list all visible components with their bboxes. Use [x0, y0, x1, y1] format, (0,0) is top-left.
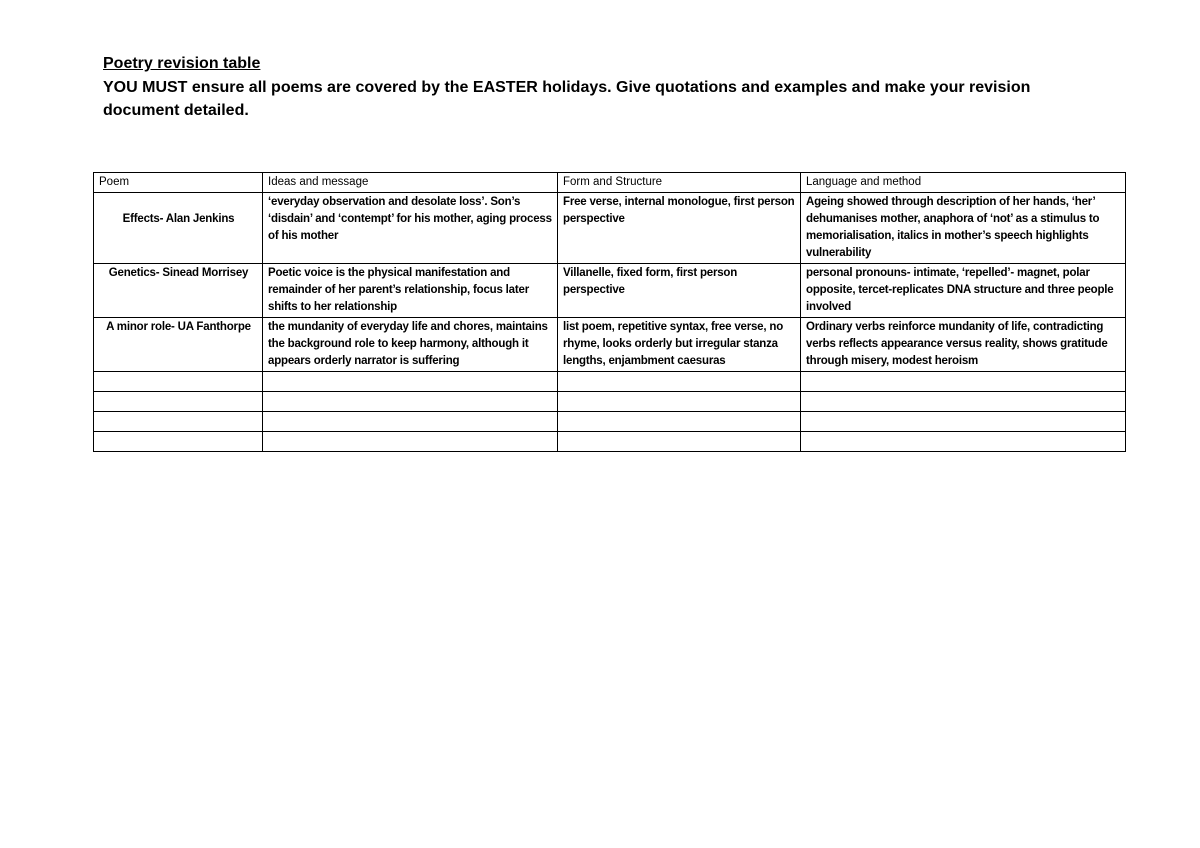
- empty-table-row: [94, 412, 1126, 432]
- form-cell: Villanelle, fixed form, first person perspective: [558, 264, 801, 318]
- document-title: Poetry revision table: [103, 55, 261, 72]
- table-row: [94, 264, 1126, 318]
- table-header-row: [94, 173, 1126, 193]
- poem-cell: Effects- Alan Jenkins: [94, 193, 263, 264]
- ideas-cell: Poetic voice is the physical manifestation and remainder of her parent’s relationship, focus later shifts to her relationship: [263, 264, 558, 318]
- empty-cell: [558, 432, 801, 452]
- empty-cell: [263, 412, 558, 432]
- empty-cell: [94, 372, 263, 392]
- form-cell: list poem, repetitive syntax, free verse, no rhyme, looks orderly but irregular stanza lengths, enjambment caesuras: [558, 318, 801, 372]
- empty-cell: [558, 372, 801, 392]
- empty-cell: [263, 392, 558, 412]
- empty-cell: [94, 392, 263, 412]
- empty-cell: [801, 432, 1126, 452]
- empty-cell: [263, 432, 558, 452]
- header-ideas: Ideas and message: [263, 173, 558, 193]
- empty-cell: [263, 372, 558, 392]
- empty-cell: [801, 412, 1126, 432]
- poem-cell: A minor role- UA Fanthorpe: [94, 318, 263, 372]
- language-cell: personal pronouns- intimate, ‘repelled’- magnet, polar opposite, tercet-replicates DNA structure and three people involved: [801, 264, 1126, 318]
- ideas-cell: the mundanity of everyday life and chores, maintains the background role to keep harmony, although it appears orderly narrator is suffering: [263, 318, 558, 372]
- empty-cell: [801, 392, 1126, 412]
- language-cell: Ordinary verbs reinforce mundanity of life, contradicting verbs reflects appearance versus reality, shows gratitude through misery, modest heroism: [801, 318, 1126, 372]
- empty-cell: [94, 432, 263, 452]
- table-row: [94, 193, 1126, 264]
- heading-block: [103, 54, 1103, 122]
- table-row: [94, 318, 1126, 372]
- document-instructions: YOU MUST ensure all poems are covered by the EASTER holidays. Give quotations and examples and make your revision document detailed.: [103, 79, 1031, 119]
- revision-table: [93, 172, 1126, 452]
- header-form: Form and Structure: [558, 173, 801, 193]
- empty-cell: [558, 392, 801, 412]
- empty-table-row: [94, 432, 1126, 452]
- empty-cell: [801, 372, 1126, 392]
- empty-cell: [558, 412, 801, 432]
- empty-table-row: [94, 392, 1126, 412]
- language-cell: Ageing showed through description of her hands, ‘her’ dehumanises mother, anaphora of ‘not’ as a stimulus to memorialisation, italics in mother’s speech highlights vulnerability: [801, 193, 1126, 264]
- form-cell: Free verse, internal monologue, first person perspective: [558, 193, 801, 264]
- header-language: Language and method: [801, 173, 1126, 193]
- ideas-cell: ‘everyday observation and desolate loss’. Son’s ‘disdain’ and ‘contempt’ for his mother, aging process of his mother: [263, 193, 558, 264]
- poem-cell: Genetics- Sinead Morrisey: [94, 264, 263, 318]
- empty-table-row: [94, 372, 1126, 392]
- header-poem: Poem: [94, 173, 263, 193]
- empty-cell: [94, 412, 263, 432]
